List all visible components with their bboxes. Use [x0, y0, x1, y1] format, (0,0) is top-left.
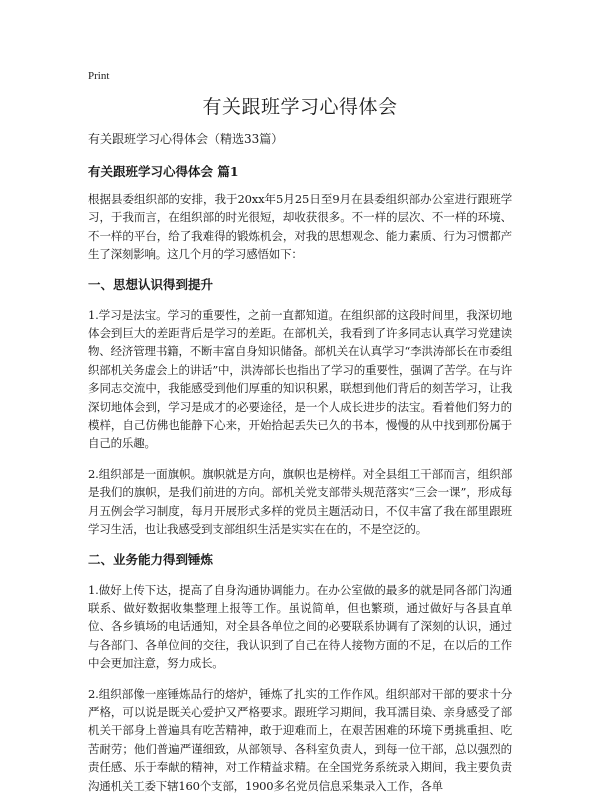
paragraph: 1.学习是法宝。学习的重要性，之前一直都知道。在组织部的这段时间里，我深切地体会到巨大的差距背后是学习的差距。在部机关，我看到了许多同志认真学习党建读物、经济管理书籍，不断丰富自身知识储备。部机关在认真学习“李洪涛部长在市委组织部机关务虚会上的讲话”中，洪涛部长也指出了学习的重要性，强调了苦学。在与许多同志交流中，我能感受到他们厚重的知识积累，联想到他们背后的刻苦学习，让我深切地体会到，学习是成才的必要途径，是一个人成长进步的法宝。看着他们努力的模样，自己仿佛也能静下心来，开始拾起丢失已久的书本，慢慢的从中找到那份属于自己的乐趣。	[88, 307, 512, 451]
paragraph: 1.做好上传下达，提高了自身沟通协调能力。在办公室做的最多的就是同各部门沟通联系、做好数据收集整理上报等工作。虽说简单，但也繁琐，通过做好与各县直单位、各乡镇场的电话通知，对全县各单位之间的必要联系协调有了深刻的认识，通过与各部门、各单位间的交往，我认识到了自己在待人接物方面的不足，在以后的工作中会更加注意，努力成长。	[88, 582, 512, 671]
section-heading-skills: 二、业务能力得到锤炼	[88, 551, 214, 567]
article-heading: 有关跟班学习心得体会 篇1	[88, 164, 239, 179]
intro-paragraph: 根据县委组织部的安排，我于20xx年5月25日至9月在县委组织部办公室进行跟班学习，于我而言，在组织部的时光很短，却收获很多。不一样的层次、不一样的环境、不一样的平台，给了我难得的锻炼机会，对我的思想观念、能力素质、行为习惯都产生了深刻影响。这几个月的学习感悟如下：	[88, 192, 512, 262]
page-title: 有关跟班学习心得体会	[202, 96, 398, 118]
paragraph: 2.组织部像一座锤炼品行的熔炉，锤炼了扎实的工作作风。组织部对干部的要求十分严格，可以说是既关心爱护又严格要求。跟班学习期间，我耳濡目染、亲身感受了部机关干部身上普遍具有吃苦精神，敢于迎难而上，在艰苦困难的环境下勇挑重担、吃苦耐劳；他们普遍严谨细致，从部领导、各科室负责人，到每一位干部，总以强烈的责任感、乐于奉献的精神，对工作精益求精。在全国党务系统录入期间，我主要负责沟通机关工委下辖160个支部，1900多名党员信息采集录入工作，各单	[88, 686, 512, 793]
paragraph: 2.组织部是一面旗帜。旗帜就是方向，旗帜也是榜样。对全县组工干部而言，组织部是我们的旗帜，是我们前进的方向。部机关党支部带头规范落实“三会一课”，形成每月五例会学习制度，每月开展形式多样的党员主题活动日，不仅丰富了我在部里跟班学习生活，也让我感受到支部组织生活是实实在在的，不是空泛的。	[88, 466, 512, 537]
section-heading-thinking: 一、思想认识得到提升	[88, 276, 214, 292]
article-subtitle: 有关跟班学习心得体会（精选33篇）	[88, 132, 284, 146]
article-body	[88, 130, 512, 807]
print-link[interactable]: Print	[88, 70, 110, 82]
